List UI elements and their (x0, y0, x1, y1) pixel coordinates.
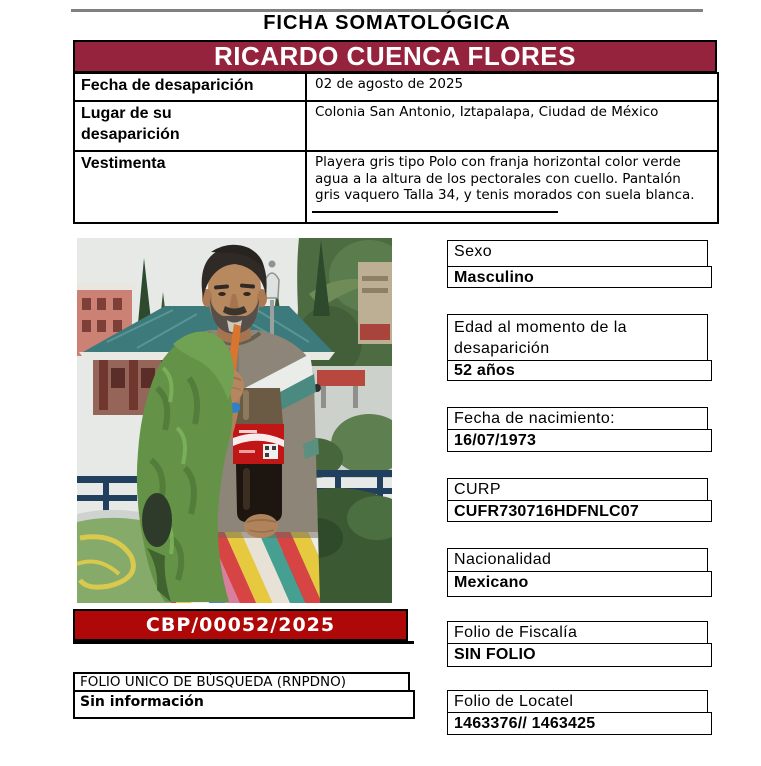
field-nacionalidad-label: Nacionalidad (447, 548, 708, 572)
field-edad-label: Edad al momento de la desaparición (447, 314, 708, 361)
person-name: RICARDO CUENCA FLORES (214, 41, 576, 71)
table-row (74, 73, 718, 101)
case-banner-underline (73, 641, 414, 644)
person-name-banner (73, 40, 717, 73)
field-fecha-nacimiento-value: 16/07/1973 (447, 429, 712, 452)
detail-value-fecha: 02 de agosto de 2025 (306, 73, 718, 101)
field-folio-fiscalia-label: Folio de Fiscalía (447, 621, 708, 644)
field-folio-fiscalia (447, 621, 712, 667)
field-folio-locatel (447, 690, 712, 735)
field-curp (447, 478, 712, 522)
folio-unico-box (73, 672, 415, 719)
folio-unico-label: FOLIO UNICO DE BÚSQUEDA (RNPDNO) (73, 672, 410, 692)
field-edad (447, 314, 712, 381)
field-curp-label: CURP (447, 478, 708, 501)
field-fecha-nacimiento-label: Fecha de nacimiento: (447, 407, 708, 430)
detail-label-vestimenta: Vestimenta (74, 151, 306, 223)
table-inner-border-line (312, 211, 558, 213)
detail-label-lugar (74, 101, 306, 151)
detail-value-vestimenta: Playera gris tipo Polo con franja horizontal color verde agua a la altura de los pectorales con cuello. Pantalón gris vaquero Talla 34, y tenis morados con suela blanca. (306, 151, 718, 223)
page-title: FICHA SOMATOLÓGICA (263, 12, 511, 34)
details-table (73, 72, 719, 224)
field-fecha-nacimiento (447, 407, 712, 452)
detail-label-fecha: Fecha de desaparición (74, 73, 306, 101)
field-folio-locatel-label: Folio de Locatel (447, 690, 708, 713)
case-code: CBP/00052/2025 (145, 614, 336, 636)
person-photo (77, 238, 392, 603)
field-sexo-value: Masculino (447, 266, 712, 288)
field-edad-value: 52 años (447, 360, 712, 381)
field-folio-fiscalia-value: SIN FOLIO (447, 643, 712, 667)
field-curp-value: CUFR730716HDFNLC07 (447, 500, 712, 522)
detail-label-text: Lugar de su desaparición (81, 105, 180, 143)
folio-unico-value: Sin información (73, 690, 415, 719)
field-nacionalidad-value: Mexicano (447, 571, 712, 597)
field-sexo-label: Sexo (447, 240, 708, 267)
case-code-banner (73, 609, 408, 641)
field-sexo (447, 240, 712, 288)
detail-value-lugar: Colonia San Antonio, Iztapalapa, Ciudad de México (306, 101, 718, 151)
person-photo-illustration (77, 238, 392, 603)
field-nacionalidad (447, 548, 712, 597)
field-folio-locatel-value: 1463376// 1463425 (447, 712, 712, 735)
table-row (74, 101, 718, 151)
